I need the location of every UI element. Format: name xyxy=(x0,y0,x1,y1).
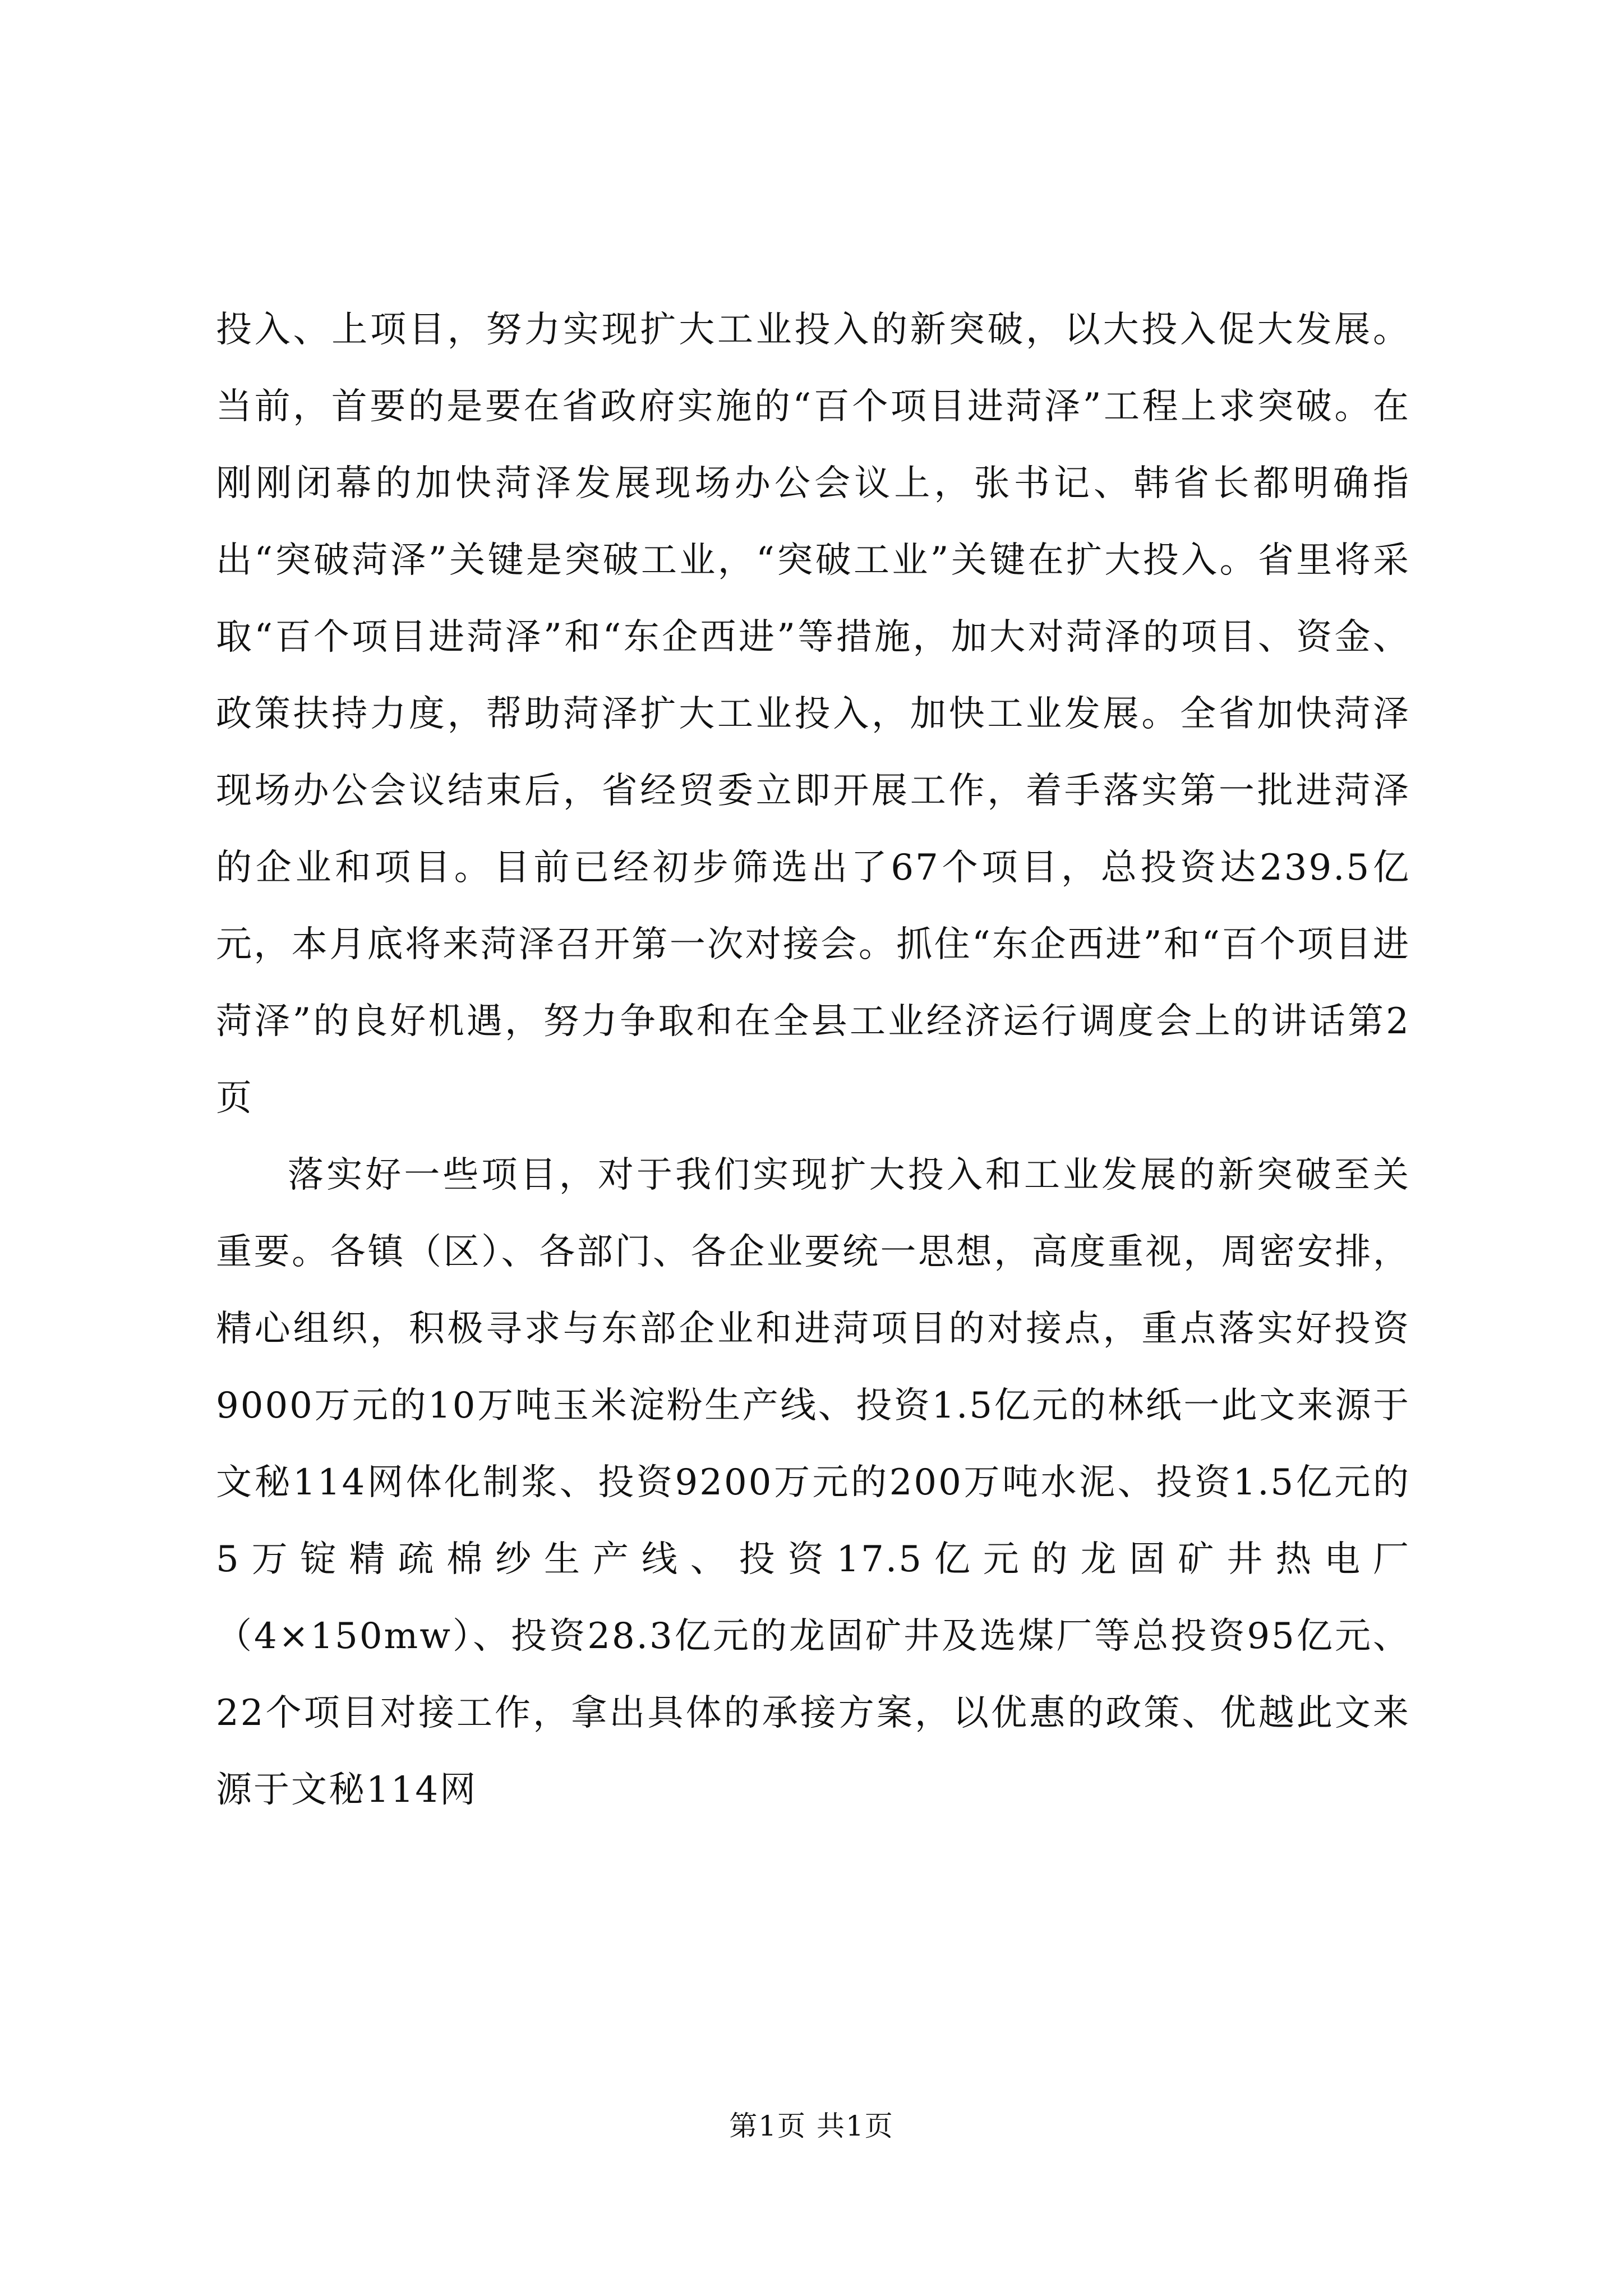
paragraph-2: 落实好一些项目，对于我们实现扩大投入和工业发展的新突破至关重要。各镇（区）、各部门、各企业要统一思想，高度重视，周密安排，精心组织，积极寻求与东部企业和进菏项目的对接点，重点落实好投资9000万元的10万吨玉米淀粉生产线、投资1.5亿元的林纸一此文来源于文秘114网体化制浆、投资9200万元的200万吨水泥、投资1.5亿元的5万锭精疏棉纱生产线、投资17.5亿元的龙固矿井热电厂（4×150mw）、投资28.3亿元的龙固矿井及选煤厂等总投资95亿元、22个项目对接工作，拿出具体的承接方案，以优惠的政策、优越此文来源于文秘114网 xyxy=(216,1154,1410,1811)
paragraph-1: 投入、上项目，努力实现扩大工业投入的新突破，以大投入促大发展。当前，首要的是要在省政府实施的“百个项目进菏泽”工程上求突破。在刚刚闭幕的加快菏泽发展现场办公会议上，张书记、韩省长都明确指出“突破菏泽”关键是突破工业，“突破工业”关键在扩大投入。省里将采取“百个项目进菏泽”和“东企西进”等措施，加大对菏泽的项目、资金、政策扶持力度，帮助菏泽扩大工业投入，加快工业发展。全省加快菏泽现场办公会议结束后，省经贸委立即开展工作，着手落实第一批进菏泽的企业和项目。目前已经初步筛选出了67个项目，总投资达239.5亿元，本月底将来菏泽召开第一次对接会。抓住“东企西进”和“百个项目进菏泽”的良好机遇，努力争取和在全县工业经济运行调度会上的讲话第2页 xyxy=(216,309,1410,1119)
page-footer: 第1页 共1页 xyxy=(729,2110,894,2142)
document-body xyxy=(216,292,1410,1829)
